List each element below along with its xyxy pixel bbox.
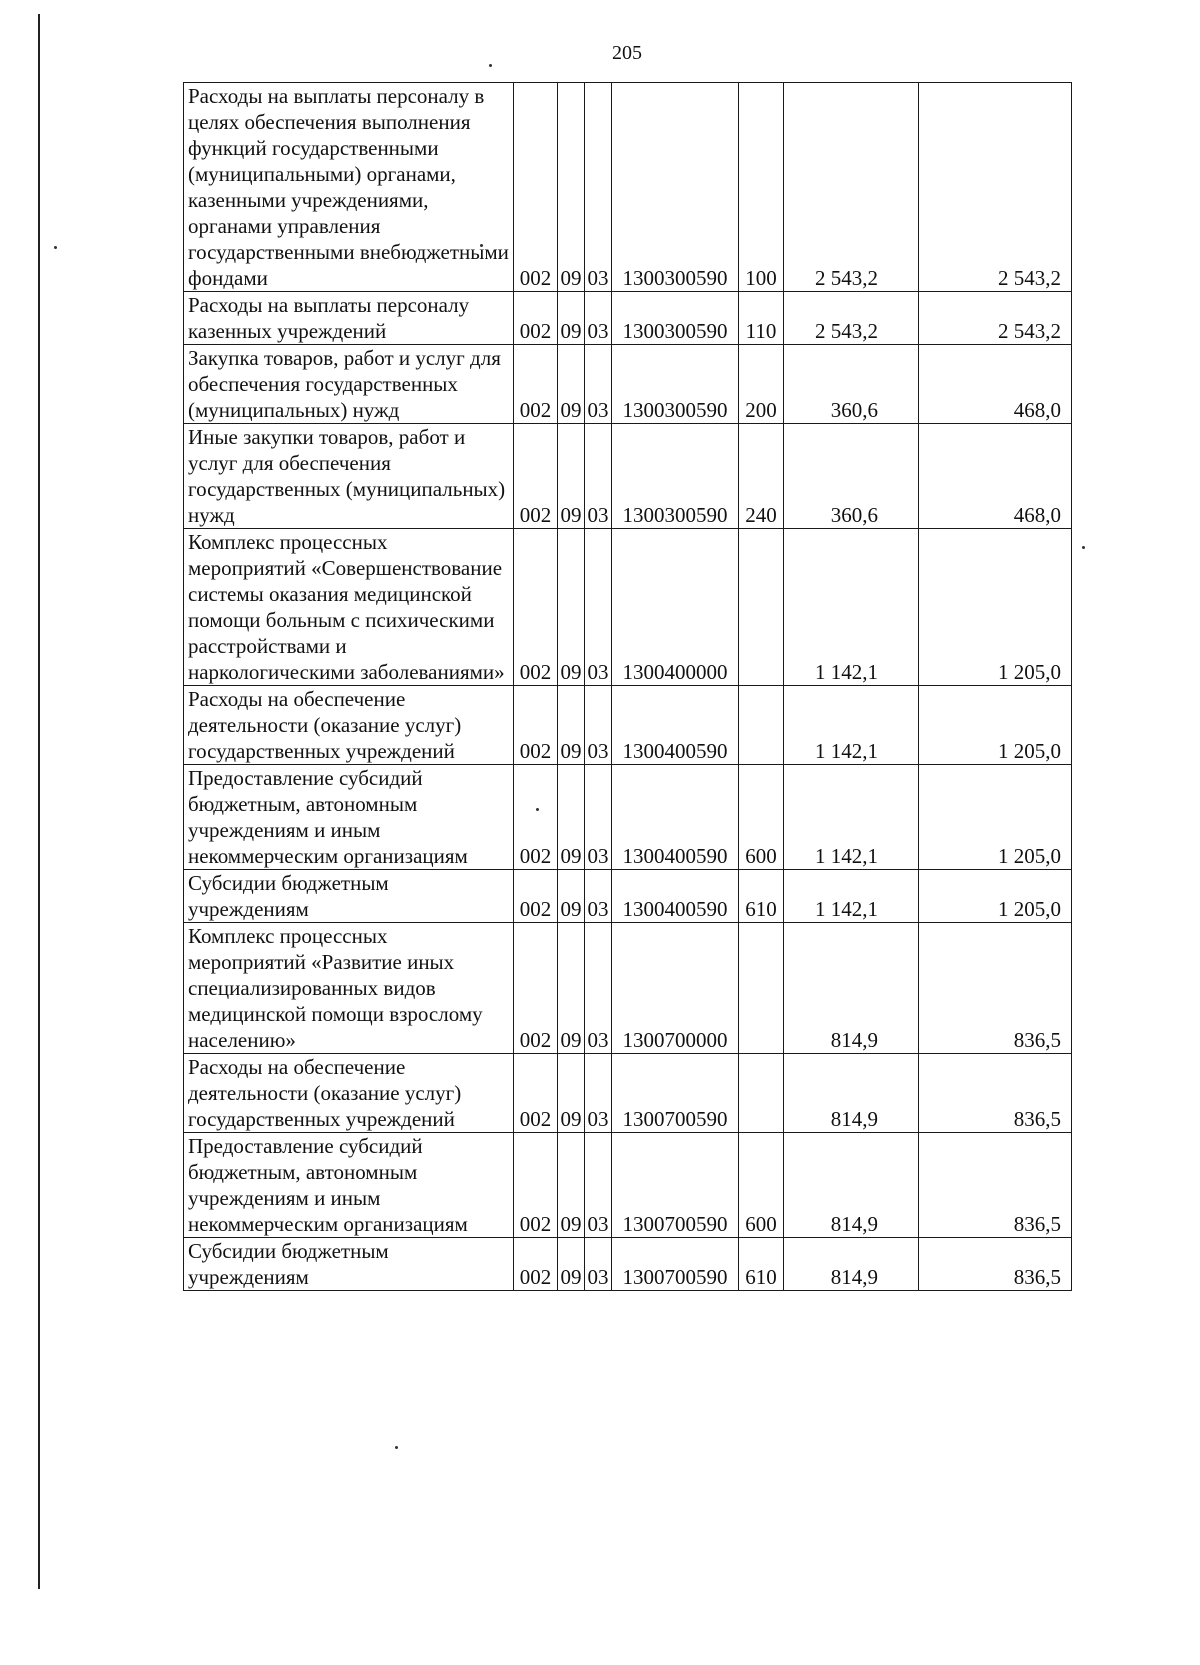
section-code-cell: 09	[558, 292, 585, 345]
scan-speck	[1082, 546, 1085, 549]
table-row	[184, 765, 1072, 870]
expense-name-cell: Иные закупки товаров, работ и услуг для обеспечения государственных (муниципальных) нужд	[184, 424, 514, 529]
subsection-code-cell: 03	[585, 870, 612, 923]
subsection-code-cell: 03	[585, 765, 612, 870]
subsection-code-cell: 03	[585, 83, 612, 292]
target-article-cell: 1300300590	[612, 345, 739, 424]
ministry-code-cell: 002	[514, 870, 558, 923]
table-row	[184, 83, 1072, 292]
amount-year1-cell: 814,9	[784, 1238, 919, 1291]
amount-year2-cell: 836,5	[919, 1238, 1072, 1291]
expense-type-cell: 610	[739, 1238, 784, 1291]
amount-year1-cell: 814,9	[784, 1133, 919, 1238]
expense-name-cell: Закупка товаров, работ и услуг для обеспечения государственных (муниципальных) нужд	[184, 345, 514, 424]
amount-year1-cell: 1 142,1	[784, 529, 919, 686]
target-article-cell: 1300400000	[612, 529, 739, 686]
expense-type-cell: 100	[739, 83, 784, 292]
subsection-code-cell: 03	[585, 1133, 612, 1238]
amount-year2-cell: 2 543,2	[919, 292, 1072, 345]
amount-year2-cell: 1 205,0	[919, 870, 1072, 923]
section-code-cell: 09	[558, 870, 585, 923]
subsection-code-cell: 03	[585, 292, 612, 345]
binding-edge-line	[38, 14, 40, 1589]
expense-name-cell: Комплекс процессных мероприятий «Развитие иных специализированных видов медицинской помощи взрослому населению»	[184, 923, 514, 1054]
scan-speck	[395, 1446, 398, 1449]
target-article-cell: 1300700590	[612, 1133, 739, 1238]
expense-name-cell: Расходы на выплаты персоналу в целях обеспечения выполнения функций государственными (муниципальными) органами, казенными учреждениями, органами управления государственными внебюджетными фондами	[184, 83, 514, 292]
target-article-cell: 1300400590	[612, 870, 739, 923]
amount-year1-cell: 1 142,1	[784, 870, 919, 923]
ministry-code-cell: 002	[514, 424, 558, 529]
table-row	[184, 292, 1072, 345]
section-code-cell: 09	[558, 923, 585, 1054]
amount-year1-cell: 360,6	[784, 345, 919, 424]
amount-year1-cell: 814,9	[784, 923, 919, 1054]
table-row	[184, 529, 1072, 686]
expense-type-cell	[739, 529, 784, 686]
target-article-cell: 1300700590	[612, 1054, 739, 1133]
subsection-code-cell: 03	[585, 529, 612, 686]
section-code-cell: 09	[558, 424, 585, 529]
expense-type-cell	[739, 686, 784, 765]
amount-year1-cell: 1 142,1	[784, 686, 919, 765]
amount-year1-cell: 814,9	[784, 1054, 919, 1133]
expense-name-cell: Предоставление субсидий бюджетным, автономным учреждениям и иным некоммерческим организациям	[184, 765, 514, 870]
section-code-cell: 09	[558, 529, 585, 686]
ministry-code-cell: 002	[514, 1238, 558, 1291]
amount-year2-cell: 1 205,0	[919, 765, 1072, 870]
ministry-code-cell: 002	[514, 923, 558, 1054]
target-article-cell: 1300300590	[612, 424, 739, 529]
subsection-code-cell: 03	[585, 345, 612, 424]
table-row	[184, 424, 1072, 529]
scan-speck	[489, 64, 492, 67]
ministry-code-cell: 002	[514, 345, 558, 424]
page-number: 205	[612, 42, 642, 64]
target-article-cell: 1300700000	[612, 923, 739, 1054]
section-code-cell: 09	[558, 1054, 585, 1133]
expense-type-cell: 110	[739, 292, 784, 345]
ministry-code-cell: 002	[514, 765, 558, 870]
ministry-code-cell: 002	[514, 83, 558, 292]
amount-year1-cell: 2 543,2	[784, 83, 919, 292]
expense-name-cell: Предоставление субсидий бюджетным, автономным учреждениям и иным некоммерческим организациям	[184, 1133, 514, 1238]
amount-year2-cell: 2 543,2	[919, 83, 1072, 292]
amount-year2-cell: 468,0	[919, 345, 1072, 424]
expense-type-cell: 600	[739, 1133, 784, 1238]
expense-name-cell: Расходы на обеспечение деятельности (оказание услуг) государственных учреждений	[184, 686, 514, 765]
table-row	[184, 923, 1072, 1054]
section-code-cell: 09	[558, 83, 585, 292]
expense-type-cell	[739, 923, 784, 1054]
amount-year2-cell: 1 205,0	[919, 529, 1072, 686]
section-code-cell: 09	[558, 1238, 585, 1291]
subsection-code-cell: 03	[585, 424, 612, 529]
expense-type-cell: 600	[739, 765, 784, 870]
expense-type-cell: 240	[739, 424, 784, 529]
scan-speck	[54, 246, 57, 249]
table-row	[184, 686, 1072, 765]
expense-type-cell: 610	[739, 870, 784, 923]
amount-year1-cell: 1 142,1	[784, 765, 919, 870]
section-code-cell: 09	[558, 765, 585, 870]
target-article-cell: 1300400590	[612, 686, 739, 765]
subsection-code-cell: 03	[585, 686, 612, 765]
section-code-cell: 09	[558, 345, 585, 424]
expense-type-cell: 200	[739, 345, 784, 424]
ministry-code-cell: 002	[514, 1133, 558, 1238]
expense-type-cell	[739, 1054, 784, 1133]
amount-year2-cell: 836,5	[919, 1133, 1072, 1238]
table-row	[184, 870, 1072, 923]
amount-year2-cell: 468,0	[919, 424, 1072, 529]
expense-name-cell: Субсидии бюджетным учреждениям	[184, 870, 514, 923]
expense-name-cell: Субсидии бюджетным учреждениям	[184, 1238, 514, 1291]
table-row	[184, 1054, 1072, 1133]
target-article-cell: 1300300590	[612, 83, 739, 292]
amount-year2-cell: 836,5	[919, 923, 1072, 1054]
ministry-code-cell: 002	[514, 1054, 558, 1133]
amount-year2-cell: 1 205,0	[919, 686, 1072, 765]
subsection-code-cell: 03	[585, 1238, 612, 1291]
target-article-cell: 1300400590	[612, 765, 739, 870]
expense-name-cell: Расходы на выплаты персоналу казенных учреждений	[184, 292, 514, 345]
section-code-cell: 09	[558, 1133, 585, 1238]
target-article-cell: 1300700590	[612, 1238, 739, 1291]
amount-year2-cell: 836,5	[919, 1054, 1072, 1133]
expense-name-cell: Комплекс процессных мероприятий «Совершенствование системы оказания медицинской помощи больным с психическими расстройствами и наркологическими заболеваниями»	[184, 529, 514, 686]
target-article-cell: 1300300590	[612, 292, 739, 345]
expense-name-cell: Расходы на обеспечение деятельности (оказание услуг) государственных учреждений	[184, 1054, 514, 1133]
ministry-code-cell: 002	[514, 529, 558, 686]
section-code-cell: 09	[558, 686, 585, 765]
table-row	[184, 1238, 1072, 1291]
table-row	[184, 1133, 1072, 1238]
budget-sheet	[183, 82, 1071, 1291]
budget-table	[183, 82, 1072, 1291]
subsection-code-cell: 03	[585, 1054, 612, 1133]
table-body	[184, 83, 1072, 1291]
ministry-code-cell: 002	[514, 292, 558, 345]
table-row	[184, 345, 1072, 424]
amount-year1-cell: 2 543,2	[784, 292, 919, 345]
subsection-code-cell: 03	[585, 923, 612, 1054]
amount-year1-cell: 360,6	[784, 424, 919, 529]
ministry-code-cell: 002	[514, 686, 558, 765]
